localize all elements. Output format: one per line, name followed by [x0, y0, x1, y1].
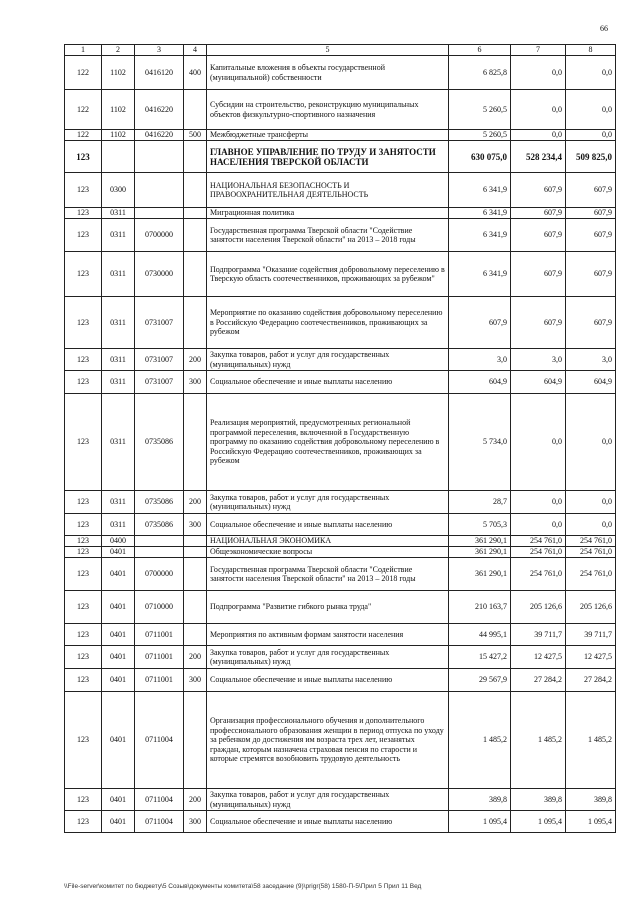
target-article-cell: 0416220: [135, 130, 184, 141]
value-cell: 6 341,9: [449, 173, 511, 208]
value-cell: 0,0: [511, 130, 566, 141]
section-cell: 0311: [102, 208, 135, 219]
target-article-cell: 0711004: [135, 811, 184, 833]
value-cell: 604,9: [566, 371, 616, 394]
description-cell: Подпрограмма "Развитие гибкого рынка труда": [207, 591, 449, 624]
target-article-cell: 0735086: [135, 394, 184, 491]
table-header-row: [65, 45, 616, 56]
description-cell: ГЛАВНОЕ УПРАВЛЕНИЕ ПО ТРУДУ И ЗАНЯТОСТИ НАСЕЛЕНИЯ ТВЕРСКОЙ ОБЛАСТИ: [207, 141, 449, 173]
description-cell: Капитальные вложения в объекты государственной (муниципальной) собственности: [207, 56, 449, 90]
value-cell: 361 290,1: [449, 558, 511, 591]
target-article-cell: 0711001: [135, 669, 184, 692]
value-cell: 607,9: [511, 219, 566, 252]
target-article-cell: 0731007: [135, 371, 184, 394]
value-cell: 0,0: [566, 514, 616, 536]
value-cell: 0,0: [511, 491, 566, 514]
col-header: 4: [184, 45, 207, 56]
target-article-cell: 0700000: [135, 558, 184, 591]
expense-type-cell: [184, 692, 207, 789]
code-cell: 123: [65, 394, 102, 491]
code-cell: 123: [65, 219, 102, 252]
target-article-cell: 0711001: [135, 624, 184, 646]
table-row: [65, 371, 616, 394]
value-cell: 607,9: [566, 173, 616, 208]
budget-table: [64, 44, 616, 833]
code-cell: 123: [65, 669, 102, 692]
expense-type-cell: [184, 173, 207, 208]
code-cell: 123: [65, 514, 102, 536]
code-cell: 123: [65, 252, 102, 297]
table-row: [65, 141, 616, 173]
table-row: [65, 56, 616, 90]
description-cell: Государственная программа Тверской области "Содействие занятости населения Тверской области" на 2013 – 2018 годы: [207, 558, 449, 591]
expense-type-cell: [184, 90, 207, 130]
section-cell: 0401: [102, 811, 135, 833]
section-cell: 1102: [102, 56, 135, 90]
table-row: [65, 547, 616, 558]
expense-type-cell: 200: [184, 491, 207, 514]
expense-type-cell: 200: [184, 646, 207, 669]
target-article-cell: 0416220: [135, 90, 184, 130]
expense-type-cell: 300: [184, 514, 207, 536]
section-cell: 0311: [102, 371, 135, 394]
description-cell: Закупка товаров, работ и услуг для государственных (муниципальных) нужд: [207, 789, 449, 811]
value-cell: 254 761,0: [566, 558, 616, 591]
value-cell: 12 427,5: [566, 646, 616, 669]
table-row: [65, 491, 616, 514]
value-cell: 210 163,7: [449, 591, 511, 624]
code-cell: 123: [65, 591, 102, 624]
target-article-cell: 0711004: [135, 692, 184, 789]
table-row: [65, 252, 616, 297]
value-cell: 607,9: [511, 208, 566, 219]
value-cell: 607,9: [566, 208, 616, 219]
table-row: [65, 646, 616, 669]
expense-type-cell: 200: [184, 789, 207, 811]
target-article-cell: [135, 208, 184, 219]
target-article-cell: [135, 536, 184, 547]
section-cell: 0311: [102, 514, 135, 536]
value-cell: 29 567,9: [449, 669, 511, 692]
value-cell: 27 284,2: [566, 669, 616, 692]
table-row: [65, 811, 616, 833]
table-row: [65, 349, 616, 371]
value-cell: 0,0: [511, 90, 566, 130]
section-cell: 0401: [102, 669, 135, 692]
value-cell: 1 095,4: [566, 811, 616, 833]
target-article-cell: 0735086: [135, 514, 184, 536]
value-cell: 5 705,3: [449, 514, 511, 536]
table-row: [65, 692, 616, 789]
value-cell: 254 761,0: [566, 547, 616, 558]
section-cell: 0401: [102, 547, 135, 558]
description-cell: Закупка товаров, работ и услуг для государственных (муниципальных) нужд: [207, 349, 449, 371]
section-cell: 0311: [102, 491, 135, 514]
description-cell: Миграционная политика: [207, 208, 449, 219]
value-cell: 0,0: [511, 56, 566, 90]
code-cell: 123: [65, 491, 102, 514]
value-cell: 205 126,6: [511, 591, 566, 624]
col-header: 8: [566, 45, 616, 56]
description-cell: Субсидии на строительство, реконструкцию муниципальных объектов физкультурно-спортивного назначения: [207, 90, 449, 130]
code-cell: 123: [65, 141, 102, 173]
section-cell: 0401: [102, 646, 135, 669]
table-row: [65, 789, 616, 811]
value-cell: 0,0: [566, 394, 616, 491]
description-cell: Закупка товаров, работ и услуг для государственных (муниципальных) нужд: [207, 491, 449, 514]
table-row: [65, 130, 616, 141]
expense-type-cell: [184, 536, 207, 547]
value-cell: 205 126,6: [566, 591, 616, 624]
value-cell: 12 427,5: [511, 646, 566, 669]
value-cell: 1 095,4: [511, 811, 566, 833]
value-cell: 389,8: [511, 789, 566, 811]
code-cell: 123: [65, 692, 102, 789]
section-cell: 0300: [102, 173, 135, 208]
value-cell: 630 075,0: [449, 141, 511, 173]
value-cell: 607,9: [511, 297, 566, 349]
value-cell: 6 341,9: [449, 219, 511, 252]
value-cell: 607,9: [566, 219, 616, 252]
expense-type-cell: [184, 624, 207, 646]
description-cell: Государственная программа Тверской области "Содействие занятости населения Тверской области" на 2013 – 2018 годы: [207, 219, 449, 252]
value-cell: 509 825,0: [566, 141, 616, 173]
target-article-cell: [135, 141, 184, 173]
value-cell: 39 711,7: [511, 624, 566, 646]
section-cell: 0311: [102, 349, 135, 371]
description-cell: Реализация мероприятий, предусмотренных региональной программой переселения, включенной в Государственную программу по оказанию содействия добровольному переселению в Российскую Федерацию соотечественников, проживающих за рубежом: [207, 394, 449, 491]
description-cell: НАЦИОНАЛЬНАЯ БЕЗОПАСНОСТЬ И ПРАВООХРАНИТЕЛЬНАЯ ДЕЯТЕЛЬНОСТЬ: [207, 173, 449, 208]
code-cell: 123: [65, 624, 102, 646]
code-cell: 122: [65, 90, 102, 130]
value-cell: 1 485,2: [511, 692, 566, 789]
expense-type-cell: [184, 219, 207, 252]
expense-type-cell: 300: [184, 371, 207, 394]
expense-type-cell: 500: [184, 130, 207, 141]
col-header: 2: [102, 45, 135, 56]
table-row: [65, 624, 616, 646]
expense-type-cell: [184, 252, 207, 297]
section-cell: [102, 141, 135, 173]
expense-type-cell: 200: [184, 349, 207, 371]
expense-type-cell: [184, 558, 207, 591]
value-cell: 607,9: [449, 297, 511, 349]
section-cell: 0311: [102, 297, 135, 349]
table-row: [65, 591, 616, 624]
code-cell: 123: [65, 208, 102, 219]
description-cell: Закупка товаров, работ и услуг для государственных (муниципальных) нужд: [207, 646, 449, 669]
value-cell: 361 290,1: [449, 536, 511, 547]
section-cell: 1102: [102, 90, 135, 130]
value-cell: 607,9: [566, 252, 616, 297]
value-cell: 0,0: [511, 394, 566, 491]
section-cell: 0311: [102, 219, 135, 252]
col-header: 1: [65, 45, 102, 56]
value-cell: 39 711,7: [566, 624, 616, 646]
target-article-cell: [135, 173, 184, 208]
description-cell: Организация профессионального обучения и дополнительного профессионального образования женщин в период отпуска по уходу за ребенком до достижения им возраста трех лет, незанятых граждан, которым назначена страховая пенсия по старости и которые стремятся возобновить трудовую деятельность: [207, 692, 449, 789]
expense-type-cell: 400: [184, 56, 207, 90]
value-cell: 5 260,5: [449, 130, 511, 141]
target-article-cell: 0711004: [135, 789, 184, 811]
code-cell: 123: [65, 173, 102, 208]
description-cell: Социальное обеспечение и иные выплаты населению: [207, 371, 449, 394]
col-header: 6: [449, 45, 511, 56]
value-cell: 604,9: [511, 371, 566, 394]
description-cell: Общеэкономические вопросы: [207, 547, 449, 558]
value-cell: 254 761,0: [511, 536, 566, 547]
section-cell: 0401: [102, 692, 135, 789]
description-cell: Межбюджетные трансферты: [207, 130, 449, 141]
value-cell: 1 485,2: [449, 692, 511, 789]
section-cell: 0400: [102, 536, 135, 547]
description-cell: Социальное обеспечение и иные выплаты населению: [207, 669, 449, 692]
value-cell: 44 995,1: [449, 624, 511, 646]
target-article-cell: 0735086: [135, 491, 184, 514]
section-cell: 0401: [102, 591, 135, 624]
code-cell: 123: [65, 789, 102, 811]
code-cell: 123: [65, 349, 102, 371]
target-article-cell: 0700000: [135, 219, 184, 252]
value-cell: 254 761,0: [511, 547, 566, 558]
value-cell: 1 095,4: [449, 811, 511, 833]
value-cell: 15 427,2: [449, 646, 511, 669]
section-cell: 0401: [102, 789, 135, 811]
value-cell: 6 825,8: [449, 56, 511, 90]
file-path-footer: \\File-server\комитет по бюджету\5 Созыв\документы комитета\58 заседание (9)\prigr(58) 1580-П-5\Прил 5 Прил 11 Вед: [64, 883, 422, 890]
code-cell: 123: [65, 646, 102, 669]
code-cell: 123: [65, 547, 102, 558]
description-cell: Мероприятие по оказанию содействия добровольному переселению в Российскую Федерацию соотечественников, проживающих за рубежом: [207, 297, 449, 349]
table-row: [65, 558, 616, 591]
expense-type-cell: [184, 394, 207, 491]
value-cell: 3,0: [511, 349, 566, 371]
code-cell: 123: [65, 297, 102, 349]
section-cell: 0311: [102, 394, 135, 491]
value-cell: 5 734,0: [449, 394, 511, 491]
table-row: [65, 669, 616, 692]
value-cell: 389,8: [566, 789, 616, 811]
value-cell: 3,0: [566, 349, 616, 371]
section-cell: 0401: [102, 624, 135, 646]
value-cell: 607,9: [566, 297, 616, 349]
value-cell: 5 260,5: [449, 90, 511, 130]
expense-type-cell: [184, 141, 207, 173]
table-row: [65, 90, 616, 130]
value-cell: 0,0: [566, 130, 616, 141]
value-cell: 6 341,9: [449, 252, 511, 297]
col-header: 5: [207, 45, 449, 56]
value-cell: 607,9: [511, 173, 566, 208]
value-cell: 254 761,0: [511, 558, 566, 591]
value-cell: 6 341,9: [449, 208, 511, 219]
description-cell: Подпрограмма "Оказание содействия добровольному переселению в Тверскую область соотечественников, проживающих за рубежом": [207, 252, 449, 297]
col-header: 7: [511, 45, 566, 56]
expense-type-cell: [184, 547, 207, 558]
code-cell: 122: [65, 56, 102, 90]
value-cell: 604,9: [449, 371, 511, 394]
value-cell: 528 234,4: [511, 141, 566, 173]
target-article-cell: 0416120: [135, 56, 184, 90]
expense-type-cell: 300: [184, 669, 207, 692]
value-cell: 0,0: [566, 491, 616, 514]
table-row: [65, 297, 616, 349]
description-cell: Социальное обеспечение и иные выплаты населению: [207, 514, 449, 536]
target-article-cell: [135, 547, 184, 558]
col-header: 3: [135, 45, 184, 56]
table-row: [65, 536, 616, 547]
code-cell: 122: [65, 130, 102, 141]
description-cell: НАЦИОНАЛЬНАЯ ЭКОНОМИКА: [207, 536, 449, 547]
value-cell: 0,0: [566, 56, 616, 90]
code-cell: 123: [65, 536, 102, 547]
table-row: [65, 219, 616, 252]
code-cell: 123: [65, 811, 102, 833]
code-cell: 123: [65, 558, 102, 591]
expense-type-cell: [184, 591, 207, 624]
value-cell: 361 290,1: [449, 547, 511, 558]
description-cell: Социальное обеспечение и иные выплаты населению: [207, 811, 449, 833]
table-row: [65, 394, 616, 491]
value-cell: 28,7: [449, 491, 511, 514]
table-row: [65, 514, 616, 536]
section-cell: 0311: [102, 252, 135, 297]
target-article-cell: 0730000: [135, 252, 184, 297]
value-cell: 0,0: [566, 90, 616, 130]
section-cell: 1102: [102, 130, 135, 141]
value-cell: 389,8: [449, 789, 511, 811]
description-cell: Мероприятия по активным формам занятости населения: [207, 624, 449, 646]
target-article-cell: 0710000: [135, 591, 184, 624]
table-row: [65, 208, 616, 219]
target-article-cell: 0711001: [135, 646, 184, 669]
code-cell: 123: [65, 371, 102, 394]
section-cell: 0401: [102, 558, 135, 591]
target-article-cell: 0731007: [135, 297, 184, 349]
value-cell: 1 485,2: [566, 692, 616, 789]
value-cell: 3,0: [449, 349, 511, 371]
page-number: 66: [600, 24, 608, 33]
expense-type-cell: 300: [184, 811, 207, 833]
value-cell: 27 284,2: [511, 669, 566, 692]
value-cell: 0,0: [511, 514, 566, 536]
expense-type-cell: [184, 297, 207, 349]
target-article-cell: 0731007: [135, 349, 184, 371]
value-cell: 254 761,0: [566, 536, 616, 547]
value-cell: 607,9: [511, 252, 566, 297]
table-row: [65, 173, 616, 208]
expense-type-cell: [184, 208, 207, 219]
